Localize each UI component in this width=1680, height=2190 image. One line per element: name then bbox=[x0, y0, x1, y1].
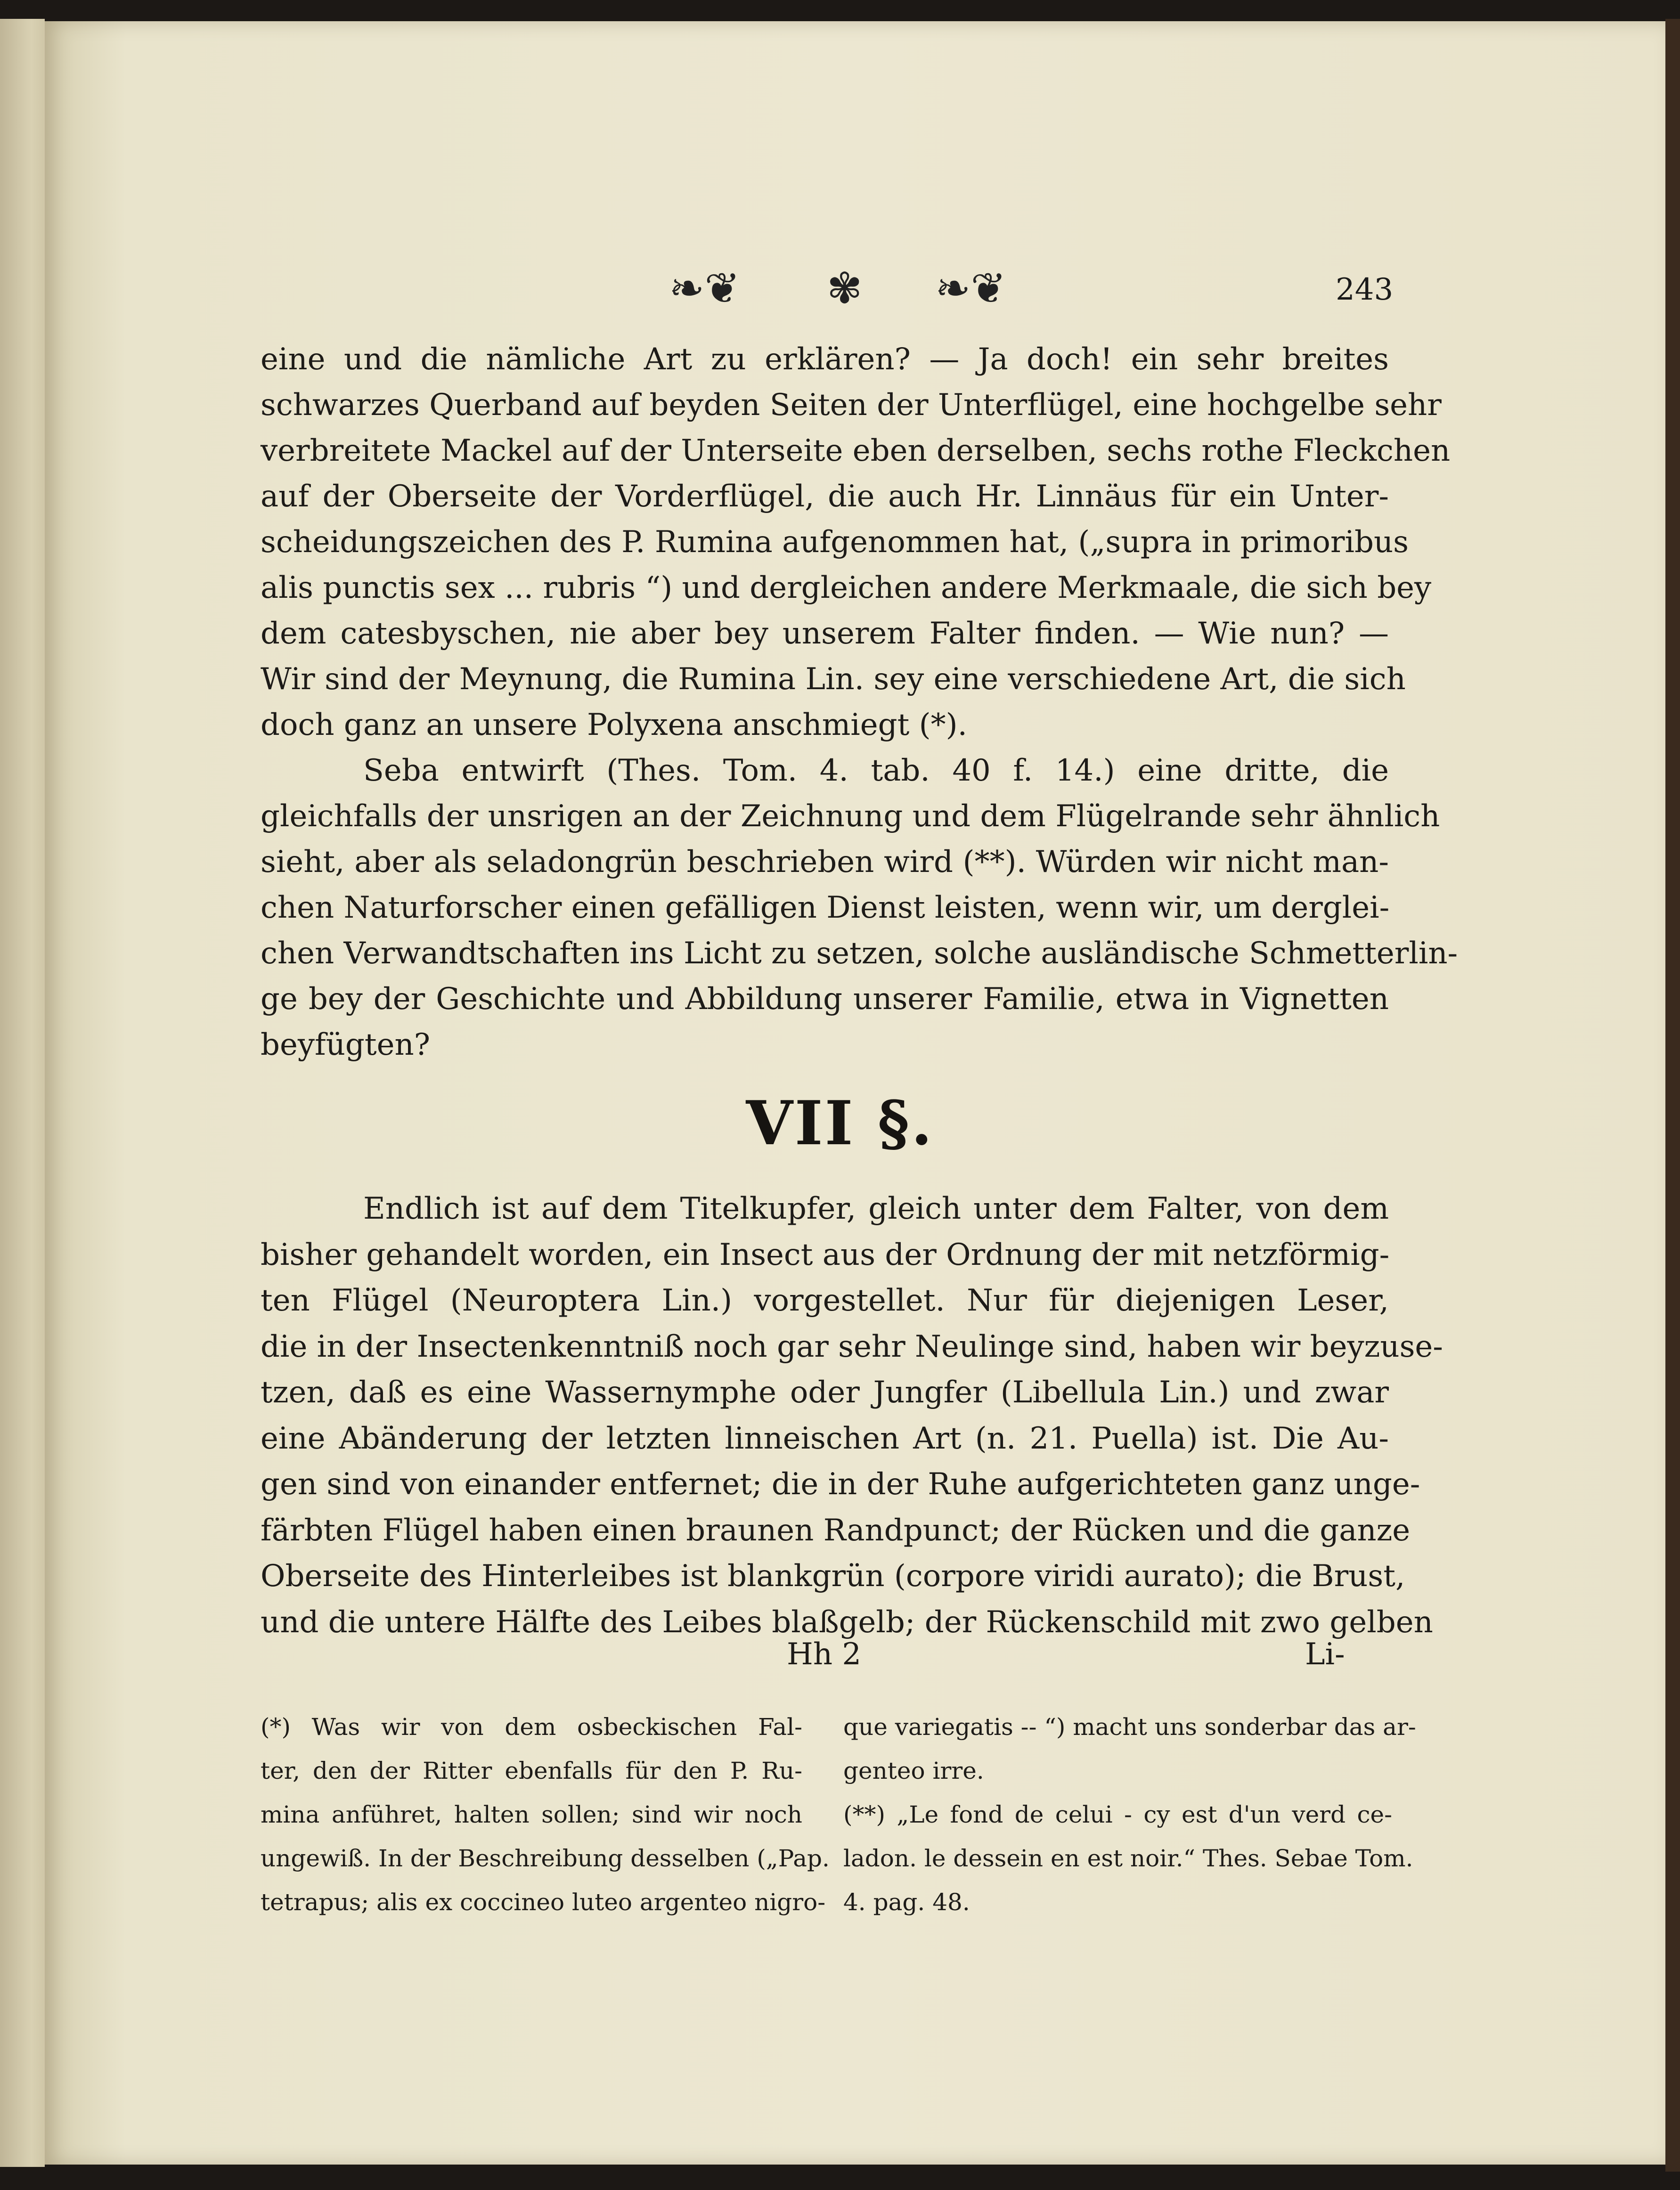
footnote-line: mina anführet, halten sollen; sind wir noch bbox=[261, 1801, 802, 1828]
footnote-line: ter, den der Ritter ebenfalls für den P. Ru- bbox=[261, 1757, 802, 1784]
text-line: scheidungszeichen des P. Rumina aufgenommen hat, („supra in primoribus bbox=[261, 525, 1409, 560]
text-line: sieht, aber als seladongrün beschrieben wird (**). Würden wir nicht man- bbox=[261, 845, 1389, 879]
footnotes-right-column bbox=[843, 1705, 1416, 1924]
page-number: 243 bbox=[1336, 272, 1394, 307]
text-line: Wir sind der Meynung, die Rumina Lin. sey eine verschiedene Art, die sich bbox=[261, 662, 1406, 697]
text-line: tzen, daß es eine Wassernymphe oder Jungfer (Libellula Lin.) und zwar bbox=[261, 1375, 1389, 1410]
footnotes-left-column bbox=[261, 1705, 830, 1924]
footnote-line: (*) Was wir von dem osbeckischen Fal- bbox=[261, 1713, 802, 1741]
text-line: gleichfalls der unsrigen an der Zeichnung und dem Flügelrande sehr ähnlich bbox=[261, 799, 1440, 834]
text-line: auf der Oberseite der Vorderflügel, die auch Hr. Linnäus für ein Unter- bbox=[261, 479, 1389, 514]
text-line: doch ganz an unsere Polyxena anschmiegt (*). bbox=[261, 708, 967, 742]
catchword: Li- bbox=[1305, 1637, 1345, 1672]
text-line: chen Naturforscher einen gefälligen Dienst leisten, wenn wir, um derglei- bbox=[261, 890, 1390, 925]
text-line: färbten Flügel haben einen braunen Randpunct; der Rücken und die ganze bbox=[261, 1513, 1411, 1548]
text-line: die in der Insectenkenntniß noch gar sehr Neulinge sind, haben wir beyzuse- bbox=[261, 1329, 1443, 1364]
text-line: Oberseite des Hinterleibes ist blankgrün (corpore viridi aurato); die Brust, bbox=[261, 1559, 1405, 1594]
section-heading: VII §. bbox=[746, 1088, 934, 1159]
text-line: bisher gehandelt worden, ein Insect aus der Ordnung der mit netzförmig- bbox=[261, 1237, 1390, 1272]
text-line: ten Flügel (Neuroptera Lin.) vorgestellet. Nur für diejenigen Leser, bbox=[261, 1283, 1389, 1318]
footnote-line: 4. pag. 48. bbox=[843, 1889, 970, 1916]
header-ornament-right-icon: ❧❦ bbox=[935, 264, 1006, 313]
text-line: dem catesbyschen, nie aber bey unserem Falter finden. — Wie nun? — bbox=[261, 616, 1389, 651]
text-line: verbreitete Mackel auf der Unterseite eben derselben, sechs rothe Fleckchen bbox=[261, 433, 1451, 468]
signature-mark: Hh 2 bbox=[787, 1637, 862, 1672]
footnote-line: tetrapus; alis ex coccineo luteo argenteo nigro- bbox=[261, 1889, 826, 1916]
text-line: Seba entwirft (Thes. Tom. 4. tab. 40 f. 14.) eine dritte, die bbox=[363, 753, 1389, 788]
text-line: alis punctis sex ... rubris “) und dergleichen andere Merkmaale, die sich bey bbox=[261, 570, 1432, 605]
text-line: gen sind von einander entfernet; die in der Ruhe aufgerichteten ganz unge- bbox=[261, 1467, 1420, 1502]
text-line: schwarzes Querband auf beyden Seiten der Unterflügel, eine hochgelbe sehr bbox=[261, 388, 1442, 423]
footnote-line: que variegatis -- “) macht uns sonderbar das ar- bbox=[843, 1713, 1416, 1741]
text-line: ge bey der Geschichte und Abbildung unserer Familie, etwa in Vignetten bbox=[261, 982, 1389, 1017]
header-ornament-left-icon: ❧❦ bbox=[669, 264, 740, 313]
body-text-bottom bbox=[261, 1186, 1443, 1645]
text-line: Endlich ist auf dem Titelkupfer, gleich unter dem Falter, von dem bbox=[363, 1191, 1389, 1226]
body-text-top bbox=[261, 337, 1458, 1068]
footnote-line: ladon. le dessein en est noir.“ Thes. Sebae Tom. bbox=[843, 1845, 1413, 1872]
footnote-line: ungewiß. In der Beschreibung desselben („Pap. bbox=[261, 1845, 830, 1872]
footnote-line: (**) „Le fond de celui - cy est d'un verd ce- bbox=[843, 1801, 1392, 1828]
text-line: eine Abänderung der letzten linneischen Art (n. 21. Puella) ist. Die Au- bbox=[261, 1421, 1389, 1456]
header-ornament-center-icon: ✾ bbox=[827, 264, 863, 313]
text-line: und die untere Hälfte des Leibes blaßgelb; der Rückenschild mit zwo gelben bbox=[261, 1604, 1433, 1640]
footnote-line: genteo irre. bbox=[843, 1757, 984, 1784]
text-line: chen Verwandtschaften ins Licht zu setzen, solche ausländische Schmetterlin- bbox=[261, 936, 1458, 971]
text-line: eine und die nämliche Art zu erklären? — Ja doch! ein sehr breites bbox=[261, 342, 1389, 377]
text-line: beyfügten? bbox=[261, 1027, 430, 1062]
